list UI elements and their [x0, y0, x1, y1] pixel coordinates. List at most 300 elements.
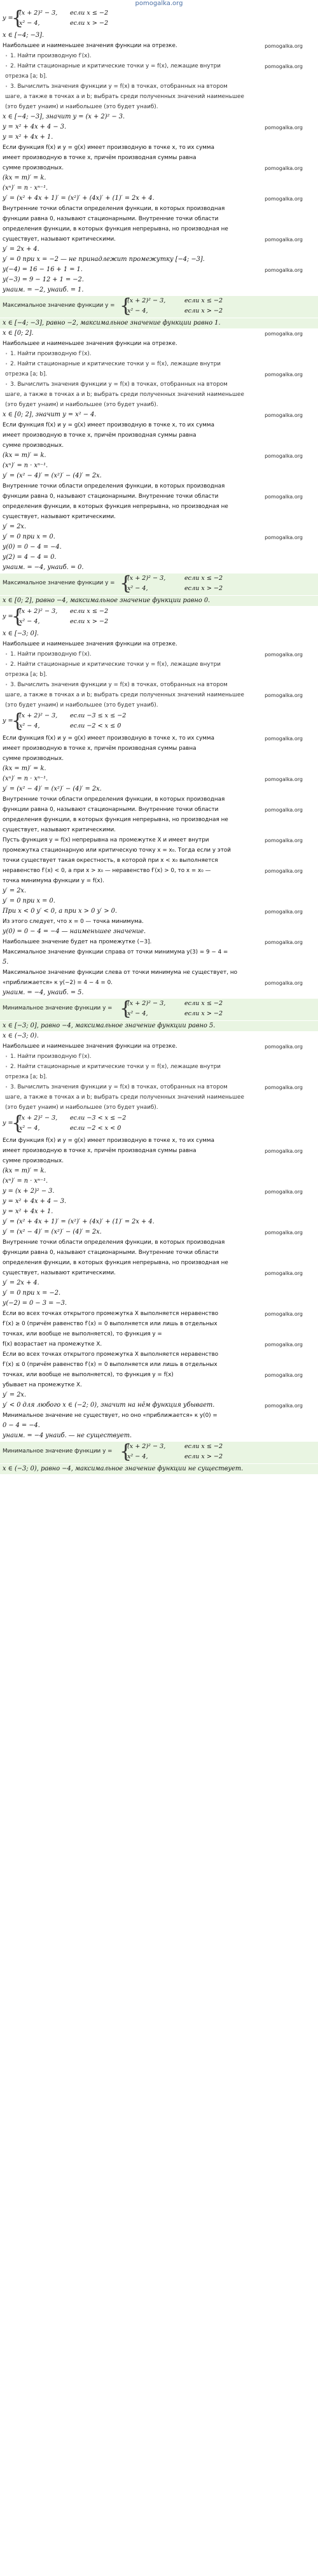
line-text: Если функция f(x) и y = g(x) имеет производную в точке x, то их сумма [3, 422, 214, 428]
text-line [0, 835, 318, 845]
formula-line [0, 255, 318, 265]
line-text: 2. Найти стационарные и критические точки y = f(x), лежащие внутри [10, 661, 221, 668]
line-text: 3. Вычислить значения функции y = f(x) в точках, отобранных на втором [10, 381, 228, 388]
line-text: y′ = (x² + 4x + 1)′ = (x²)′ + (4x)′ + (1)′ = 2x + 4. [3, 195, 155, 202]
formula-line [0, 896, 318, 906]
inline-watermark: pomogalka.org [265, 868, 303, 874]
inline-watermark: pomogalka.org [265, 1403, 303, 1409]
line-text: yнаим. = −2, yнаиб. = 1. [3, 286, 84, 293]
line-text: y(−4) = 16 − 16 + 1 = 1. [3, 266, 83, 273]
line-text: функции равна 0, называют стационарными. Внутренние точки области [3, 806, 219, 813]
formula-line [0, 1207, 318, 1217]
line-text: точки существует такая окрестность, в которой при x < x₀ выполняется [3, 857, 218, 864]
system-expression-1: (x + 2)² − 3, [127, 1443, 166, 1450]
step-item [0, 1082, 318, 1092]
text-line [0, 947, 318, 957]
text-line [0, 825, 318, 835]
formula-line [0, 988, 318, 998]
system-condition-2: если x > −2 [184, 1010, 223, 1017]
line-text: Внутренние точки области определения функции, в которых производная [3, 206, 225, 212]
formula-line [0, 112, 318, 122]
text-line [0, 1411, 318, 1421]
inline-watermark: pomogalka.org [265, 980, 303, 986]
solution-content [0, 8, 318, 2576]
system-condition-1: если x ≤ −2 [184, 297, 223, 304]
inline-watermark: pomogalka.org [265, 1372, 303, 1378]
line-text: Внутренние точки области определения функции, в которых производная [3, 796, 225, 803]
text-line [0, 815, 318, 825]
text-line [0, 102, 318, 112]
text-line [0, 400, 318, 410]
formula-line [0, 784, 318, 794]
inline-watermark: pomogalka.org [265, 453, 303, 459]
text-line [0, 1309, 318, 1319]
system-condition-2: если x > −2 [184, 585, 223, 592]
line-text: функции равна 0, называют стационарными. Внутренние точки области [3, 493, 219, 500]
text-line [0, 1102, 318, 1113]
text-line [0, 1248, 318, 1258]
formula-line [0, 1031, 318, 1041]
formula-line [0, 1278, 318, 1288]
left-brace-icon: { [120, 1442, 132, 1463]
text-line [0, 855, 318, 866]
line-text: (это будет yнаим) и наибольшее (это будет yнаиб). [5, 702, 158, 708]
inline-watermark: pomogalka.org [265, 494, 303, 500]
line-text: функции равна 0, называют стационарными. Внутренние точки области [3, 1249, 219, 1256]
step-item [0, 659, 318, 670]
system-condition-1: если x ≤ −2 [70, 608, 109, 615]
system-intro-text: Максимальное значение функции y = [3, 580, 115, 586]
line-text: y′ = (x² − 4)′ = (x²)′ − (4)′ = 2x. [3, 1228, 102, 1235]
system-expression-2: x² − 4, [19, 1125, 40, 1132]
formula-line [0, 265, 318, 275]
line-text: y′ = 2x. [3, 887, 27, 894]
line-text: Минимальное значение не существует, но оно «приближается» к y(0) = [3, 1412, 218, 1419]
formula-line [0, 285, 318, 295]
inline-watermark: pomogalka.org [265, 64, 303, 69]
formula-line [0, 542, 318, 553]
piecewise-system [0, 296, 318, 318]
system-expression-1: (x + 2)² − 3, [127, 297, 166, 304]
line-text: y = x² + 4x + 4 − 3. [3, 123, 67, 130]
step-item [0, 1052, 318, 1062]
text-line [0, 1237, 318, 1248]
text-line [0, 1370, 318, 1380]
line-text: 2. Найти стационарные и критические точки y = f(x), лежащие внутри [10, 63, 221, 69]
text-line [0, 1041, 318, 1052]
line-text: определения функции, в которых функция непрерывна, но производная не [3, 226, 228, 232]
step-item [0, 51, 318, 61]
line-text: сумме производных. [3, 1158, 64, 1164]
line-text: Если во всех точках открытого промежутка X выполняется неравенство [3, 1311, 219, 1317]
line-text: существует, называют критическими. [3, 1270, 116, 1276]
line-text: шаге, а также в точках a и b; выбрать среди полученных значений наименьшее [5, 692, 244, 698]
formula-line [0, 31, 318, 41]
text-line [0, 41, 318, 51]
text-line [0, 481, 318, 491]
text-line [0, 937, 318, 947]
piecewise-system [0, 574, 318, 595]
formula-line [0, 244, 318, 255]
formula-line [0, 410, 318, 420]
formula-line [0, 774, 318, 784]
line-text: x ∈ [−3; 0]. [3, 630, 39, 637]
line-text: имеет производную в точке x, причём производная суммы равна [3, 745, 197, 752]
step-item [0, 359, 318, 369]
formula-line [0, 471, 318, 481]
line-text: существует, называют критическими. [3, 514, 116, 520]
formula-line [0, 173, 318, 183]
inline-watermark: pomogalka.org [265, 1230, 303, 1235]
line-text: y = x² + 4x + 1. [3, 1208, 53, 1215]
line-text: сумме производных. [3, 165, 64, 171]
line-text: Пусть функция y = f(x) непрерывна на промежутке X и имеет внутри [3, 837, 209, 843]
line-text: yнаим. = −4, yнаиб. = 5. [3, 989, 84, 996]
text-line [0, 224, 318, 234]
system-condition-1: если −3 < x ≤ −2 [70, 1115, 127, 1122]
line-text: y(−3) = 9 − 12 + 1 = −2. [3, 276, 84, 283]
system-condition-2: если x > −2 [184, 1453, 223, 1460]
site-watermark-top: pomogalka.org [135, 0, 183, 7]
inline-watermark: pomogalka.org [265, 412, 303, 418]
formula-line [0, 275, 318, 285]
system-expression-1: (x + 2)² − 3, [19, 10, 58, 17]
system-expression-2: x² − 4, [19, 20, 40, 27]
line-text: (kx = m)′ = k. [3, 1167, 46, 1174]
step-item [0, 1062, 318, 1072]
system-condition-2: если −2 < x < 0 [70, 1125, 121, 1132]
text-line [0, 143, 318, 153]
text-line [0, 502, 318, 512]
system-expression-2: x² − 4, [127, 585, 148, 592]
left-brace-icon: { [120, 999, 132, 1020]
line-text: 3. Вычислить значения функции y = f(x) в точках, отобранных на втором [10, 1084, 228, 1090]
line-text: y = x² + 4x + 1. [3, 134, 53, 141]
text-line [0, 978, 318, 988]
inline-watermark: pomogalka.org [265, 1342, 303, 1348]
formula-line [0, 1299, 318, 1309]
line-text: y′ = 0 при x = 0. [3, 533, 55, 540]
left-brace-icon: { [11, 1113, 24, 1134]
line-text: y′ = 2x + 4. [3, 246, 39, 253]
line-text: x ∈ (−3; 0), равно −4, максимальное значение функции не существует. [3, 1465, 244, 1472]
formula-line [0, 1227, 318, 1237]
answer-line [0, 1021, 318, 1031]
line-text: существует, называют критическими. [3, 827, 116, 833]
system-expression-1: (x + 2)² − 3, [19, 712, 58, 719]
formula-line [0, 1400, 318, 1411]
formula-line [0, 764, 318, 774]
inline-watermark: pomogalka.org [265, 165, 303, 171]
line-text: При x < 0 y′ < 0, а при x > 0 y′ > 0. [3, 908, 118, 915]
line-text: yнаим. = −4, yнаиб. = 0. [3, 564, 84, 571]
text-line [0, 369, 318, 379]
formula-line [0, 1421, 318, 1431]
line-text: имеет производную в точке x, причём производная суммы равна [3, 1148, 197, 1154]
line-text: Если функция f(x) и y = g(x) имеет производную в точке x, то их сумма [3, 1137, 214, 1144]
line-text: определения функции, в которых функция непрерывна, но производная не [3, 503, 228, 510]
left-brace-icon: { [11, 711, 24, 732]
formula-line [0, 1217, 318, 1227]
left-brace-icon: { [120, 296, 132, 317]
system-lhs: y = [3, 15, 13, 22]
formula-line [0, 553, 318, 563]
line-text: Внутренние точки области определения функции, в которых производная [3, 483, 225, 489]
line-text: y′ = 0 при x = −2. [3, 1290, 61, 1297]
text-line [0, 866, 318, 876]
formula-line [0, 194, 318, 204]
formula-line [0, 906, 318, 917]
text-line [0, 420, 318, 430]
inline-watermark: pomogalka.org [265, 196, 303, 202]
step-item [0, 680, 318, 690]
line-text: (kx = m)′ = k. [3, 174, 46, 181]
line-text: y(0) = 0 − 4 = −4 — наименьшее значение. [3, 928, 146, 935]
text-line [0, 845, 318, 855]
text-line [0, 234, 318, 244]
inline-watermark: pomogalka.org [265, 125, 303, 130]
line-text: y′ = 0 при x = −2 — не принадлежит промежутку [−4; −3]. [3, 256, 205, 263]
text-line [0, 1268, 318, 1278]
text-line [0, 743, 318, 754]
inline-watermark: pomogalka.org [265, 693, 303, 698]
inline-watermark: pomogalka.org [265, 331, 303, 337]
line-text: «приближается» к y(−2) = 4 − 4 = 0. [3, 980, 113, 986]
system-condition-1: если x ≤ −2 [184, 1443, 223, 1450]
formula-line [0, 1166, 318, 1176]
line-text: x ∈ [−4; −3], равно −2, максимальное значение функции равно 1. [3, 320, 221, 327]
formula-line [0, 122, 318, 132]
line-text: Наибольшее и наименьшее значения функции на отрезке. [3, 43, 177, 49]
line-text: отрезка [a; b]. [5, 73, 48, 80]
line-text: y = x² + 4x + 4 − 3. [3, 1198, 67, 1205]
line-text: отрезка [a; b]. [5, 1074, 48, 1080]
piecewise-system [0, 999, 318, 1020]
left-brace-icon: { [120, 574, 132, 595]
line-text: функции равна 0, называют стационарными. Внутренние точки области [3, 216, 219, 222]
line-text: y′ = 0 при x = 0. [3, 897, 55, 904]
inline-watermark: pomogalka.org [265, 267, 303, 273]
text-line [0, 876, 318, 886]
line-text: (xⁿ)′ = n · xⁿ⁻¹. [3, 185, 48, 192]
text-line [0, 805, 318, 815]
formula-line [0, 1176, 318, 1186]
inline-watermark: pomogalka.org [265, 1085, 303, 1090]
line-text: Если функция f(x) и y = g(x) имеет производную в точке x, то их сумма [3, 735, 214, 742]
text-line [0, 390, 318, 400]
formula-line [0, 451, 318, 461]
line-text: f(x) возрастает на промежутке X. [3, 1341, 102, 1348]
text-line [0, 214, 318, 224]
line-text: 2. Найти стационарные и критические точки y = f(x), лежащие внутри [10, 361, 221, 367]
formula-line [0, 1197, 318, 1207]
text-line [0, 1349, 318, 1360]
system-lhs: y = [3, 1120, 13, 1127]
line-text: 1. Найти производную f′(x). [10, 53, 92, 59]
line-text: (xⁿ)′ = n · xⁿ⁻¹. [3, 462, 48, 469]
text-line [0, 1092, 318, 1102]
system-condition-2: если x > −2 [70, 20, 109, 27]
system-expression-1: (x + 2)² − 3, [19, 1115, 58, 1122]
line-text: (xⁿ)′ = n · xⁿ⁻¹. [3, 775, 48, 782]
inline-watermark: pomogalka.org [265, 838, 303, 843]
line-text: существует, называют критическими. [3, 236, 116, 243]
line-text: y(−2) = 0 − 3 = −3. [3, 1300, 67, 1307]
text-line [0, 700, 318, 710]
line-text: Наибольшее значение будет на промежутке (−3]. [3, 939, 152, 945]
line-text: определения функции, в которых функция непрерывна, но производная не [3, 1260, 228, 1266]
formula-line [0, 1390, 318, 1400]
step-item [0, 379, 318, 390]
line-text: 1. Найти производную f′(x). [10, 651, 92, 658]
inline-watermark: pomogalka.org [265, 1270, 303, 1276]
inline-watermark: pomogalka.org [265, 372, 303, 377]
left-brace-icon: { [11, 607, 24, 628]
formula-line [0, 927, 318, 937]
text-line [0, 639, 318, 649]
text-line [0, 690, 318, 700]
formula-line [0, 132, 318, 143]
system-condition-1: если −3 ≤ x ≤ −2 [70, 712, 127, 719]
formula-line [0, 532, 318, 542]
system-intro-text: Максимальное значение функции y = [3, 302, 115, 309]
text-line [0, 1156, 318, 1166]
system-expression-2: x² − 4, [127, 1010, 148, 1017]
formula-line [0, 1186, 318, 1197]
text-line [0, 512, 318, 522]
line-text: y′ = (x² − 4)′ = (x²)′ − (4)′ = 2x. [3, 785, 102, 792]
line-text: x ∈ [−3; 0], равно −4, максимальное значение функции равно 5. [3, 1022, 216, 1029]
formula-line [0, 328, 318, 339]
line-text: Если во всех точках открытого промежутка X выполняется неравенство [3, 1351, 219, 1358]
line-text: точка минимума функции y = f(x). [3, 878, 104, 884]
line-text: 1. Найти производную f′(x). [10, 1053, 92, 1060]
line-text: 3. Вычислить значения функции y = f(x) в точках, отобранных на втором [10, 83, 228, 90]
text-line [0, 1072, 318, 1082]
line-text: Внутренние точки области определения функции, в которых производная [3, 1239, 225, 1246]
line-text: сумме производных. [3, 756, 64, 762]
formula-line [0, 629, 318, 639]
text-line [0, 1258, 318, 1268]
system-condition-2: если x > −2 [184, 307, 223, 314]
formula-line [0, 522, 318, 532]
system-intro-text: Минимальное значение функции y = [3, 1005, 113, 1011]
system-expression-1: (x + 2)² − 3, [127, 575, 166, 582]
line-text: x ∈ (−3; 0). [3, 1032, 39, 1039]
text-line [0, 71, 318, 81]
line-text: определения функции, в которых функция непрерывна, но производная не [3, 817, 228, 823]
line-text: 2. Найти стационарные и критические точки y = f(x), лежащие внутри [10, 1064, 221, 1070]
piecewise-system [0, 607, 318, 628]
inline-watermark: pomogalka.org [265, 1189, 303, 1195]
line-text: x ∈ [0; 2], значит y = x² − 4. [3, 411, 97, 418]
line-text: y′ = 2x + 4. [3, 1279, 39, 1286]
system-expression-2: x² − 4, [19, 722, 40, 729]
line-text: x ∈ [0; 2]. [3, 330, 34, 337]
system-expression-2: x² − 4, [127, 1453, 148, 1460]
system-condition-2: если −2 < x ≤ 0 [70, 722, 121, 729]
text-line [0, 153, 318, 163]
line-text: (это будет yнаим) и наибольшее (это будет yнаиб). [5, 402, 158, 408]
inline-watermark: pomogalka.org [265, 43, 303, 49]
inline-watermark: pomogalka.org [265, 940, 303, 945]
system-condition-1: если x ≤ −2 [184, 1000, 223, 1007]
text-line [0, 1339, 318, 1349]
system-expression-1: (x + 2)² − 3, [19, 608, 58, 615]
text-line [0, 968, 318, 978]
inline-watermark: pomogalka.org [265, 535, 303, 540]
line-text: шаге, а также в точках a и b; выбрать среди полученных значений наименьшее [5, 1094, 244, 1101]
piecewise-system [0, 8, 318, 30]
system-expression-2: x² − 4, [19, 618, 40, 625]
formula-line [0, 1288, 318, 1299]
step-item [0, 349, 318, 359]
line-text: 0 − 4 = −4. [3, 1422, 40, 1429]
line-text: Наибольшее и наименьшее значения функции на отрезке. [3, 1043, 177, 1050]
line-text: 3. Вычислить значения функции y = f(x) в точках, отобранных на втором [10, 682, 228, 688]
line-text: шаге, а также в точках a и b; выбрать среди полученных значений наименьшее [5, 391, 244, 398]
line-text: y′ = (x² + 4x + 1)′ = (x²)′ + (4x)′ + (1)′ = 2x + 4. [3, 1218, 155, 1225]
text-line [0, 1360, 318, 1370]
text-line [0, 430, 318, 440]
inline-watermark: pomogalka.org [265, 909, 303, 915]
line-text: 5. [3, 959, 9, 966]
formula-line [0, 957, 318, 968]
line-text: f′(x) ≥ 0 (причём равенство f′(x) = 0 выполняется или лишь в отдельных [3, 1321, 218, 1327]
line-text: (это будет yнаим) и наибольшее (это будет yнаиб). [5, 104, 158, 110]
line-text: убывает на промежутке X. [3, 1382, 82, 1388]
system-intro-text: Минимальное значение функции y = [3, 1448, 113, 1454]
line-text: (kx = m)′ = k. [3, 452, 46, 459]
inline-watermark: pomogalka.org [265, 652, 303, 658]
step-item [0, 649, 318, 659]
formula-line [0, 183, 318, 194]
line-text: x ∈ [−4; −3]. [3, 32, 45, 39]
piecewise-system [0, 1113, 318, 1135]
line-text: y′ = 2x. [3, 523, 27, 530]
inline-watermark: pomogalka.org [265, 777, 303, 782]
system-lhs: y = [3, 717, 13, 724]
text-line [0, 491, 318, 502]
line-text: отрезка [a; b]. [5, 371, 48, 377]
line-text: (xⁿ)′ = n · xⁿ⁻¹. [3, 1178, 48, 1185]
line-text: x ∈ [−4; −3], значит y = (x + 2)² − 3. [3, 113, 125, 120]
piecewise-system [0, 711, 318, 733]
answer-line [0, 1464, 318, 1474]
text-line [0, 754, 318, 764]
line-text: y′ < 0 для любого x ∈ (−2; 0), значит на нём функция убывает. [3, 1402, 215, 1409]
line-text: Максимальное значение функции слева от точки минимума не существует, но [3, 969, 238, 976]
line-text: y′ = 2x. [3, 1391, 27, 1398]
text-line [0, 1146, 318, 1156]
answer-line [0, 596, 318, 606]
step-item [0, 61, 318, 71]
inline-watermark: pomogalka.org [265, 1311, 303, 1317]
text-line [0, 204, 318, 214]
line-text: Наибольшее и наименьшее значения функции на отрезке. [3, 641, 177, 647]
system-expression-1: (x + 2)² − 3, [127, 1000, 166, 1007]
line-text: отрезка [a; b]. [5, 672, 48, 678]
line-text: неравенство f′(x) < 0, а при x > x₀ — неравенство f′(x) > 0, то x = x₀ — [3, 868, 211, 874]
line-text: Наибольшее и наименьшее значения функции на отрезке. [3, 341, 177, 347]
text-line [0, 339, 318, 349]
piecewise-system [0, 1442, 318, 1463]
line-text: 1. Найти производную f′(x). [10, 351, 92, 357]
line-text: шаге, а также в точках a и b; выбрать среди полученных значений наименьшее [5, 94, 244, 100]
text-line [0, 163, 318, 173]
text-line [0, 917, 318, 927]
line-text: f′(x) ≤ 0 (причём равенство f′(x) = 0 выполняется или лишь в отдельных [3, 1362, 218, 1368]
